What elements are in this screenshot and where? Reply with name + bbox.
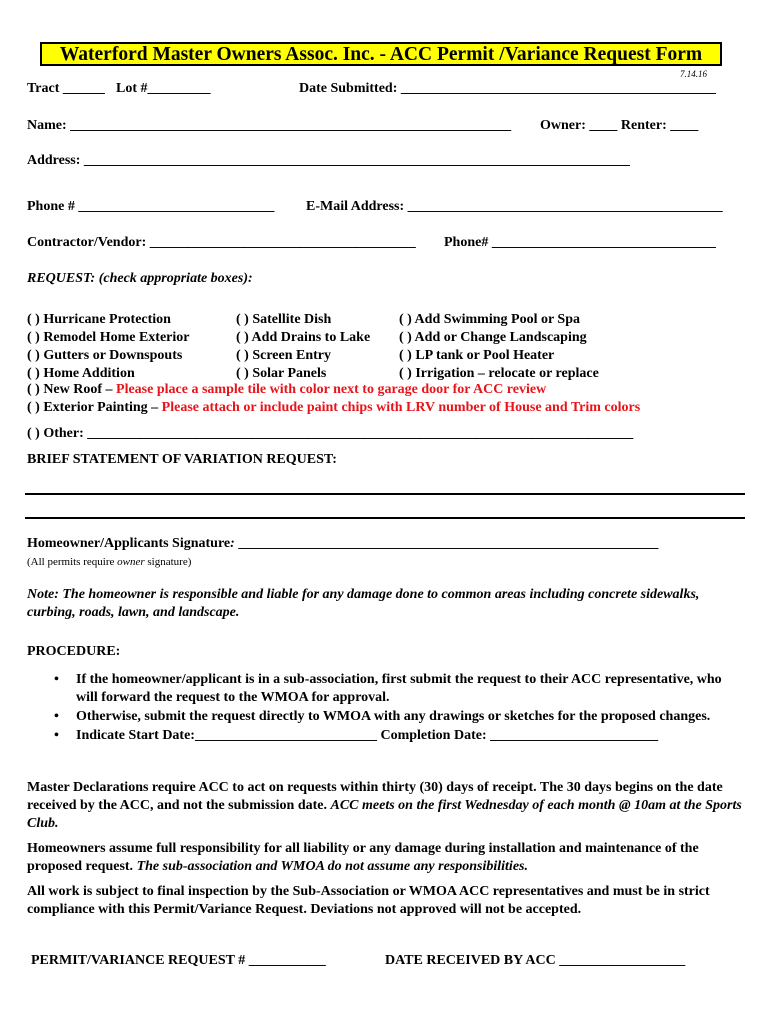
- signature-note: [27, 556, 191, 568]
- contractor-field[interactable]: Contractor/Vendor: ______________________________________: [27, 235, 416, 250]
- signature-colon: :: [230, 536, 235, 551]
- bullet-icon: •: [54, 728, 59, 743]
- statement-heading: BRIEF STATEMENT OF VARIATION REQUEST:: [27, 452, 337, 467]
- form-title: Waterford Master Owners Assoc. Inc. - ACC Permit /Variance Request Form: [40, 42, 722, 66]
- request-heading: REQUEST: (check appropriate boxes):: [27, 271, 253, 286]
- request-column-1: [27, 311, 190, 383]
- signature-note-post: signature): [144, 556, 192, 568]
- declarations-paragraph: [27, 779, 749, 833]
- bullet-icon: •: [54, 709, 59, 724]
- statement-line-1[interactable]: [25, 493, 745, 495]
- checkbox-gutters-downspouts[interactable]: ( ) Gutters or Downspouts: [27, 348, 183, 363]
- responsibility-em-text: The sub-association and WMOA do not assume any responsibilities.: [136, 859, 528, 874]
- procedure-item-text: If the homeowner/applicant is in a sub-association, first submit the request to their ACC representative, who will forward the request to the WMOA for approval.: [76, 672, 722, 705]
- checkbox-home-addition[interactable]: ( ) Home Addition: [27, 366, 135, 381]
- checkbox-exterior-painting[interactable]: [27, 400, 640, 416]
- checkbox-lp-tank-pool-heater[interactable]: ( ) LP tank or Pool Heater: [399, 348, 555, 363]
- procedure-list: [54, 671, 724, 746]
- name-field[interactable]: Name: _______________________________________________________________: [27, 118, 512, 133]
- tract-field[interactable]: Tract ______: [27, 81, 105, 96]
- lot-field[interactable]: Lot #_________: [116, 81, 211, 96]
- owner-renter-field[interactable]: Owner: ____ Renter: ____: [540, 118, 699, 133]
- checkbox-landscaping[interactable]: ( ) Add or Change Landscaping: [399, 330, 587, 345]
- request-column-3: [399, 311, 599, 383]
- checkbox-new-roof[interactable]: [27, 382, 546, 398]
- procedure-item-text: Otherwise, submit the request directly to WMOA with any drawings or sketches for the proposed changes.: [76, 709, 711, 724]
- signature-line: ____________________________________________________________: [234, 536, 659, 551]
- checkbox-solar-panels[interactable]: ( ) Solar Panels: [236, 366, 327, 381]
- statement-line-2[interactable]: [25, 517, 745, 519]
- email-field[interactable]: E-Mail Address: _____________________________________________: [306, 199, 723, 214]
- checkbox-add-swimming-pool[interactable]: ( ) Add Swimming Pool or Spa: [399, 312, 580, 327]
- start-completion-date-field[interactable]: Indicate Start Date:__________________________ Completion Date: ________________________: [76, 728, 659, 743]
- permit-number-field[interactable]: PERMIT/VARIANCE REQUEST # ___________: [31, 953, 326, 968]
- checkbox-remodel-home-exterior[interactable]: ( ) Remodel Home Exterior: [27, 330, 190, 345]
- request-column-2: [236, 311, 370, 383]
- checkbox-hurricane-protection[interactable]: ( ) Hurricane Protection: [27, 312, 171, 327]
- checkbox-add-drains-to-lake[interactable]: ( ) Add Drains to Lake: [236, 330, 371, 345]
- declarations-meeting-text: ACC meets on the first Wednesday of each month @ 10am at the Sports Club.: [27, 798, 742, 831]
- signature-note-pre: (All permits require: [27, 556, 118, 568]
- new-roof-note: Please place a sample tile with color next to garage door for ACC review: [116, 382, 547, 397]
- address-field[interactable]: Address: ______________________________________________________________________________: [27, 153, 630, 168]
- liability-note: Note: The homeowner is responsible and liable for any damage done to common areas including concrete sidewalks, curbing, roads, lawn, and landscape.: [27, 587, 700, 620]
- exterior-painting-note: Please attach or include paint chips with LRV number of House and Trim colors: [161, 400, 641, 415]
- declarations-text: Master Declarations require ACC to act on requests within thirty (30) days of receipt. The 30 days begins on the date received by the ACC, and not the submission date.: [27, 780, 723, 813]
- date-submitted-field[interactable]: Date Submitted: _____________________________________________: [299, 81, 716, 96]
- phone-field[interactable]: Phone # ____________________________: [27, 199, 275, 214]
- procedure-heading: PROCEDURE:: [27, 644, 121, 659]
- bullet-icon: •: [54, 672, 59, 687]
- form-version: 7.14.16: [680, 69, 707, 79]
- checkbox-other[interactable]: ( ) Other: ______________________________________________________________________________: [27, 426, 634, 441]
- procedure-item: [54, 671, 724, 707]
- checkbox-screen-entry[interactable]: ( ) Screen Entry: [236, 348, 331, 363]
- signature-field[interactable]: [27, 536, 658, 552]
- exterior-painting-label: ( ) Exterior Painting –: [27, 400, 162, 415]
- procedure-item: [54, 708, 724, 726]
- inspection-paragraph: All work is subject to final inspection by the Sub-Association or WMOA ACC representatives and must be in strict compliance with this Permit/Variance Request. Deviations not approved will not be accepted.: [27, 884, 710, 917]
- date-received-field[interactable]: DATE RECEIVED BY ACC __________________: [385, 953, 686, 968]
- signature-note-owner: owner: [117, 556, 145, 568]
- responsibility-paragraph: [27, 840, 749, 876]
- contractor-phone-field[interactable]: Phone# ________________________________: [444, 235, 716, 250]
- new-roof-label: ( ) New Roof –: [27, 382, 117, 397]
- checkbox-satellite-dish[interactable]: ( ) Satellite Dish: [236, 312, 332, 327]
- checkbox-irrigation[interactable]: ( ) Irrigation – relocate or replace: [399, 366, 599, 381]
- responsibility-text: Homeowners assume full responsibility for all liability or any damage during installation and maintenance of the proposed request.: [27, 841, 699, 874]
- procedure-item-dates[interactable]: [54, 727, 724, 745]
- signature-label: Homeowner/Applicants Signature: [27, 536, 231, 551]
